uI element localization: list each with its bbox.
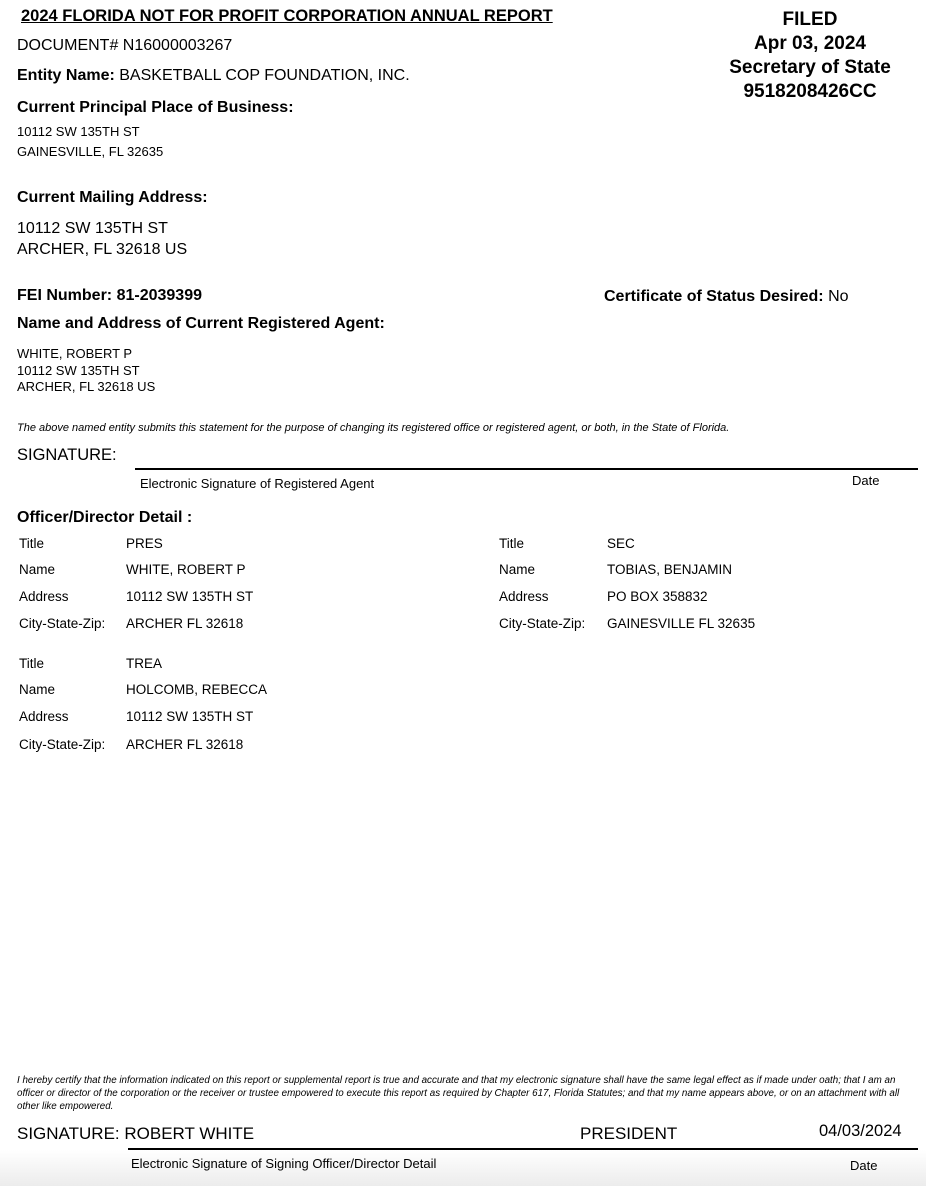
officer-3-csz-label: City-State-Zip: xyxy=(19,737,106,752)
agent-statement: The above named entity submits this statement for the purpose of changing its registered office or registered agent, or both, in the State of Florida. xyxy=(17,422,730,434)
principal-line1: 10112 SW 135TH ST xyxy=(17,124,140,139)
officer-signature-date: 04/03/2024 xyxy=(819,1122,902,1140)
officer-3-address: 10112 SW 135TH ST xyxy=(126,709,254,724)
agent-name: WHITE, ROBERT P xyxy=(17,346,133,361)
certificate-value: No xyxy=(828,288,849,305)
agent-address xyxy=(17,346,155,396)
officer-2-address: PO BOX 358832 xyxy=(607,589,708,604)
filed-office: Secretary of State xyxy=(729,57,891,78)
officer-2-name: TOBIAS, BENJAMIN xyxy=(607,562,733,577)
entity-label: Entity Name: xyxy=(17,67,115,84)
officer-1-title: PRES xyxy=(126,536,163,551)
officer-3-name: HOLCOMB, REBECCA xyxy=(126,682,268,697)
officer-signature-date-label: Date xyxy=(850,1158,878,1173)
officer-2-csz: GAINESVILLE FL 32635 xyxy=(607,616,756,631)
officer-1-name-label: Name xyxy=(19,562,56,577)
officer-2-title-label: Title xyxy=(499,536,525,551)
mailing-line1: 10112 SW 135TH ST xyxy=(17,220,168,237)
officer-1-address-label: Address xyxy=(19,589,69,604)
filed-stamp xyxy=(700,8,920,104)
officer-3-title: TREA xyxy=(126,656,163,671)
principal-address xyxy=(17,122,163,162)
officer-2-address-label: Address xyxy=(499,589,549,604)
officer-2-csz-label: City-State-Zip: xyxy=(499,616,586,631)
entity-name-line xyxy=(17,67,410,85)
officer-signature-label: SIGNATURE: xyxy=(17,1124,120,1143)
agent-line1: 10112 SW 135TH ST xyxy=(17,362,140,378)
certificate-label: Certificate of Status Desired: xyxy=(604,288,824,305)
mailing-line2: ARCHER, FL 32618 US xyxy=(17,241,188,258)
agent-signature-label: SIGNATURE: xyxy=(17,446,117,464)
filed-number: 9518208426CC xyxy=(743,81,877,102)
report-title: 2024 FLORIDA NOT FOR PROFIT CORPORATION ANNUAL REPORT xyxy=(21,7,553,25)
certification-text: I hereby certify that the information indicated on this report or supplemental report is true and accurate and that my electronic signature shall have the same legal effect as if made under oath; that I am an officer or director of the corporation or the receiver or trustee empowered to execute this report as required by Chapter 617, Florida Statutes; and that my name appears above, or on an attachment with all other like empowered. xyxy=(17,1075,900,1112)
agent-line2: ARCHER, FL 32618 US xyxy=(17,379,156,394)
officer-1-csz: ARCHER FL 32618 xyxy=(126,616,244,631)
officer-3-name-label: Name xyxy=(19,682,56,697)
principal-heading: Current Principal Place of Business: xyxy=(17,99,294,116)
fei-value: 81-2039399 xyxy=(116,287,202,304)
officer-signature-title: PRESIDENT xyxy=(580,1124,678,1143)
certificate-line xyxy=(604,288,849,306)
agent-signature-date-label: Date xyxy=(852,473,880,488)
officer-signature-rule xyxy=(128,1148,918,1150)
officer-1-title-label: Title xyxy=(19,536,45,551)
filed-status: FILED xyxy=(782,9,838,30)
officer-3-csz: ARCHER FL 32618 xyxy=(126,737,244,752)
agent-signature-line xyxy=(135,468,918,470)
mailing-heading: Current Mailing Address: xyxy=(17,189,208,206)
officer-2-title: SEC xyxy=(607,536,635,551)
officer-2-name-label: Name xyxy=(499,562,536,577)
fei-line xyxy=(17,287,202,305)
mailing-address xyxy=(17,218,187,260)
officers-heading: Officer/Director Detail : xyxy=(17,509,193,526)
officer-1-address: 10112 SW 135TH ST xyxy=(126,589,254,604)
document-number-line xyxy=(17,37,232,55)
principal-line2: GAINESVILLE, FL 32635 xyxy=(17,144,164,159)
officer-3-title-label: Title xyxy=(19,656,45,671)
officer-3-address-label: Address xyxy=(19,709,69,724)
fei-label: FEI Number: xyxy=(17,287,113,304)
officer-signature-line xyxy=(17,1124,254,1144)
agent-heading: Name and Address of Current Registered Agent: xyxy=(17,315,385,332)
officer-1-csz-label: City-State-Zip: xyxy=(19,616,106,631)
officer-signature-caption: Electronic Signature of Signing Officer/Director Detail xyxy=(131,1156,437,1171)
agent-signature-caption: Electronic Signature of Registered Agent xyxy=(140,476,375,491)
filed-date: Apr 03, 2024 xyxy=(754,33,866,54)
entity-name: BASKETBALL COP FOUNDATION, INC. xyxy=(119,67,410,84)
officer-signature-name: ROBERT WHITE xyxy=(124,1124,255,1143)
document-number: N16000003267 xyxy=(122,37,233,54)
document-label: DOCUMENT# xyxy=(17,37,119,54)
officer-1-name: WHITE, ROBERT P xyxy=(126,562,246,577)
